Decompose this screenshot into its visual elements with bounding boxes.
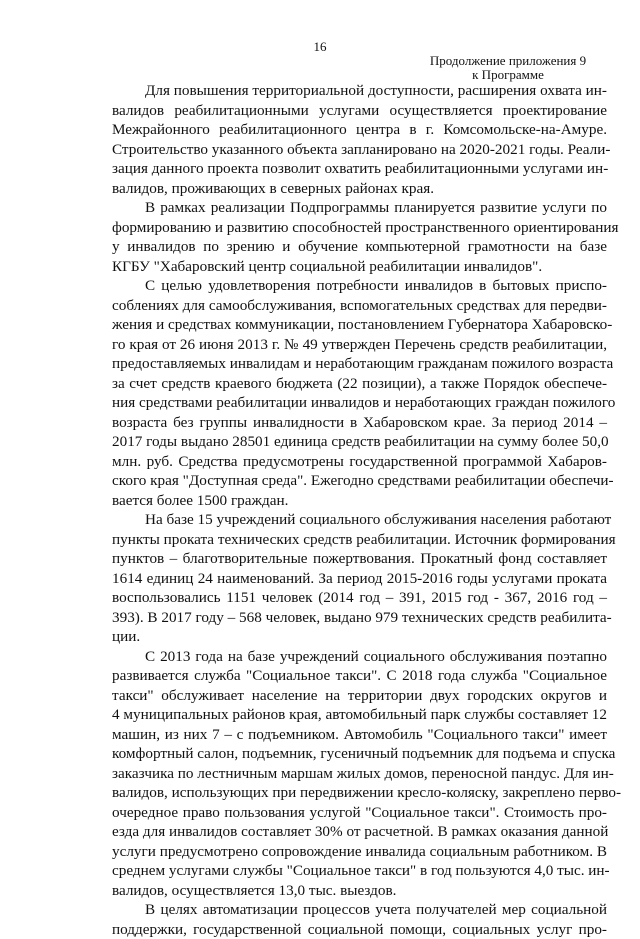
paragraph bbox=[112, 276, 607, 510]
text-line: На базе 15 учреждений социального обслуживания населения работают bbox=[112, 510, 607, 530]
text-line: ского края "Доступная среда". Ежегодно средствами реабилитации обеспечи- bbox=[112, 471, 607, 491]
text-line: зация данного проекта позволит охватить реабилитационными услугами ин- bbox=[112, 159, 607, 179]
text-line: 393). В 2017 году – 568 человек, выдано 979 технических средств реабилита- bbox=[112, 608, 607, 628]
text-line: Межрайонного реабилитационного центра в г. Комсомольске-на-Амуре. bbox=[112, 120, 607, 140]
text-line: за счет средств краевого бюджета (22 позиции), а также Порядок обеспече- bbox=[112, 374, 607, 394]
text-line: валидов, проживающих в северных районах края. bbox=[112, 179, 607, 199]
text-line: пунктов – благотворительные пожертвования. Прокатный фонд составляет bbox=[112, 549, 607, 569]
text-line: С целью удовлетворения потребности инвалидов в бытовых приспо- bbox=[112, 276, 607, 296]
text-line: В рамках реализации Подпрограммы планируется развитие услуги по bbox=[112, 198, 607, 218]
text-line: соблениях для самообслуживания, вспомогательных средствах для передви- bbox=[112, 296, 607, 316]
text-line: комфортный салон, подъемник, гусеничный подъемник для подъема и спуска bbox=[112, 744, 607, 764]
paragraph bbox=[112, 510, 607, 647]
paragraph bbox=[112, 647, 607, 901]
text-line: вается более 1500 граждан. bbox=[112, 491, 607, 511]
text-line: жения и средствах коммуникации, постановлением Губернатора Хабаровско- bbox=[112, 315, 607, 335]
text-line: 4 муниципальных районов края, автомобильный парк службы составляет 12 bbox=[112, 705, 607, 725]
paragraph bbox=[112, 81, 607, 198]
text-line: ния средствами реабилитации инвалидов и неработающих граждан пожилого bbox=[112, 393, 607, 413]
text-line: предоставляемых инвалидам и неработающим гражданам пожилого возраста bbox=[112, 354, 607, 374]
text-line: заказчика по лестничным маршам жилых домов, переносной пандус. Для ин- bbox=[112, 764, 607, 784]
text-line: услуги предусмотрено сопровождение инвалида социальным работником. В bbox=[112, 842, 607, 862]
text-line: 1614 единиц 24 наименований. За период 2015-2016 годы услугами проката bbox=[112, 569, 607, 589]
appendix-note-line-2: к Программе bbox=[406, 68, 610, 82]
text-line: возраста без группы инвалидности в Хабаровском крае. За период 2014 – bbox=[112, 413, 607, 433]
text-line: езда для инвалидов составляет 30% от расчетной. В рамках оказания данной bbox=[112, 822, 607, 842]
appendix-note bbox=[406, 54, 610, 82]
text-line: формированию и развитию способностей пространственного ориентирования bbox=[112, 218, 607, 238]
text-line: среднем услугами службы "Социальное такси" в год пользуются 4,0 тыс. ин- bbox=[112, 861, 607, 881]
text-line: млн. руб. Средства предусмотрены государственной программой Хабаров- bbox=[112, 452, 607, 472]
text-line: развивается служба "Социальное такси". С 2018 года служба "Социальное bbox=[112, 666, 607, 686]
text-line: пункты проката технических средств реабилитации. Источник формирования bbox=[112, 530, 607, 550]
text-line: машин, из них 7 – с подъемником. Автомобиль "Социального такси" имеет bbox=[112, 725, 607, 745]
text-line: такси" обслуживает население на территории двух городских округов и bbox=[112, 686, 607, 706]
paragraph bbox=[112, 198, 607, 276]
text-line: очередное право пользования услугой "Социальное такси". Стоимость про- bbox=[112, 803, 607, 823]
text-line: валидов реабилитационными услугами осуществляется проектирование bbox=[112, 101, 607, 121]
page-number: 16 bbox=[0, 40, 640, 54]
text-line: Строительство указанного объекта запланировано на 2020-2021 годы. Реали- bbox=[112, 140, 607, 160]
text-line: Для повышения территориальной доступности, расширения охвата ин- bbox=[112, 81, 607, 101]
text-line: 2017 годы выдано 28501 единица средств реабилитации на сумму более 50,0 bbox=[112, 432, 607, 452]
document-body bbox=[112, 81, 607, 939]
paragraph bbox=[112, 900, 607, 939]
text-line: го края от 26 июня 2013 г. № 49 утвержден Перечень средств реабилитации, bbox=[112, 335, 607, 355]
text-line: воспользовались 1151 человек (2014 год – 391, 2015 год - 367, 2016 год – bbox=[112, 588, 607, 608]
text-line: валидов, осуществляется 13,0 тыс. выездов. bbox=[112, 881, 607, 901]
text-line: В целях автоматизации процессов учета получателей мер социальной bbox=[112, 900, 607, 920]
text-line: ции. bbox=[112, 627, 607, 647]
text-line: у инвалидов по зрению и обучение компьютерной грамотности на базе bbox=[112, 237, 607, 257]
text-line: С 2013 года на базе учреждений социального обслуживания поэтапно bbox=[112, 647, 607, 667]
appendix-note-line-1: Продолжение приложения 9 bbox=[406, 54, 610, 68]
text-line: поддержки, государственной социальной помощи, социальных услуг про- bbox=[112, 920, 607, 939]
text-line: валидов, использующих при передвижении кресло-коляску, закреплено перво- bbox=[112, 783, 607, 803]
text-line: КГБУ "Хабаровский центр социальной реабилитации инвалидов". bbox=[112, 257, 607, 277]
